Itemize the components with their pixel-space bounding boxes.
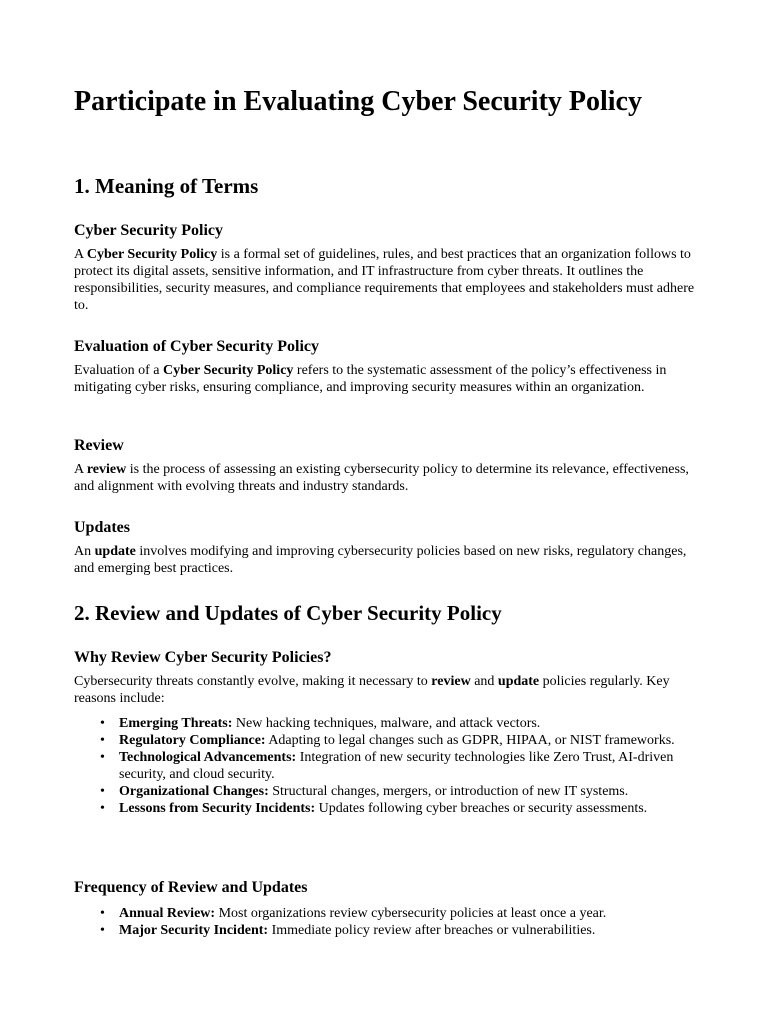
- section-heading-meaning-of-terms: 1. Meaning of Terms: [74, 174, 259, 198]
- subheading-frequency: Frequency of Review and Updates: [74, 879, 308, 896]
- paragraph-evaluation: [74, 362, 698, 396]
- list-item: [74, 922, 698, 939]
- list-item: [74, 783, 698, 800]
- item-label: Emerging Threats:: [119, 716, 233, 731]
- frequency-list: [74, 905, 698, 939]
- item-label: Lessons from Security Incidents:: [119, 801, 316, 816]
- text-run: policies regularly. Key reasons include:: [74, 674, 670, 706]
- subheading-evaluation: Evaluation of Cyber Security Policy: [74, 338, 320, 355]
- bold-term: update: [497, 674, 540, 689]
- text-run: An: [74, 544, 95, 559]
- subheading-cyber-security-policy: Cyber Security Policy: [74, 222, 224, 239]
- paragraph-why-review: [74, 673, 698, 707]
- item-label: Annual Review:: [119, 906, 216, 921]
- item-text: Structural changes, mergers, or introduction of new IT systems.: [268, 784, 629, 799]
- bold-term: Cyber Security Policy: [86, 247, 218, 262]
- text-run: A: [74, 462, 87, 477]
- bullet-icon: •: [100, 801, 105, 816]
- item-text: Integration of new security technologies like Zero Trust, AI-driven security, and cloud security.: [119, 750, 674, 782]
- bold-term: review: [431, 674, 471, 689]
- subheading-why-review: Why Review Cyber Security Policies?: [74, 649, 332, 666]
- text-run: and: [470, 674, 498, 689]
- bold-term: Cyber Security Policy: [163, 363, 294, 378]
- text-run: A: [74, 247, 87, 262]
- section-heading-review-and-updates: 2. Review and Updates of Cyber Security Policy: [74, 601, 502, 625]
- bullet-icon: •: [100, 923, 105, 938]
- item-text: New hacking techniques, malware, and attack vectors.: [232, 716, 541, 731]
- item-label: Technological Advancements:: [119, 750, 297, 765]
- list-item: [74, 905, 698, 922]
- text-run: is a formal set of guidelines, rules, and best practices that an organization follows to protect its digital assets, sensitive information, and IT infrastructure from cyber threats. It outlines the responsibilities, security measures, and compliance requirements that employees and stakeholders must adhere to.: [74, 247, 695, 313]
- subheading-review: Review: [74, 437, 124, 454]
- item-label: Regulatory Compliance:: [119, 733, 266, 748]
- text-run: Evaluation of a: [74, 363, 164, 378]
- reasons-list: [74, 715, 698, 817]
- text-run: is the process of assessing an existing cybersecurity policy to determine its relevance, effectiveness, and alignment with evolving threats and industry standards.: [74, 462, 689, 494]
- bold-term: review: [86, 462, 127, 477]
- text-run: involves modifying and improving cybersecurity policies based on new risks, regulatory changes, and emerging best practices.: [74, 544, 687, 576]
- text-run: Cybersecurity threats constantly evolve, making it necessary to: [74, 674, 432, 689]
- item-text: Updates following cyber breaches or security assessments.: [315, 801, 648, 816]
- subheading-updates: Updates: [74, 519, 131, 536]
- text-run: refers to the systematic assessment of the policy’s effectiveness in mitigating cyber risks, ensuring compliance, and improving security measures within an organization.: [74, 363, 667, 395]
- bullet-icon: •: [100, 784, 105, 799]
- paragraph-review: [74, 461, 698, 495]
- item-text: Most organizations review cybersecurity policies at least once a year.: [215, 906, 607, 921]
- list-item: [74, 749, 698, 783]
- paragraph-updates: [74, 543, 698, 577]
- bold-term: update: [94, 544, 136, 559]
- item-label: Organizational Changes:: [119, 784, 269, 799]
- list-item: [74, 715, 698, 732]
- bullet-icon: •: [100, 750, 105, 765]
- paragraph-cyber-security-policy: [74, 246, 698, 314]
- bullet-icon: •: [100, 733, 105, 748]
- list-item: [74, 800, 698, 817]
- item-text: Adapting to legal changes such as GDPR, HIPAA, or NIST frameworks.: [265, 733, 675, 748]
- bullet-icon: •: [100, 906, 105, 921]
- document-title: Participate in Evaluating Cyber Security Policy: [74, 86, 642, 117]
- item-label: Major Security Incident:: [119, 923, 269, 938]
- list-item: [74, 732, 698, 749]
- item-text: Immediate policy review after breaches or vulnerabilities.: [268, 923, 596, 938]
- bullet-icon: •: [100, 716, 105, 731]
